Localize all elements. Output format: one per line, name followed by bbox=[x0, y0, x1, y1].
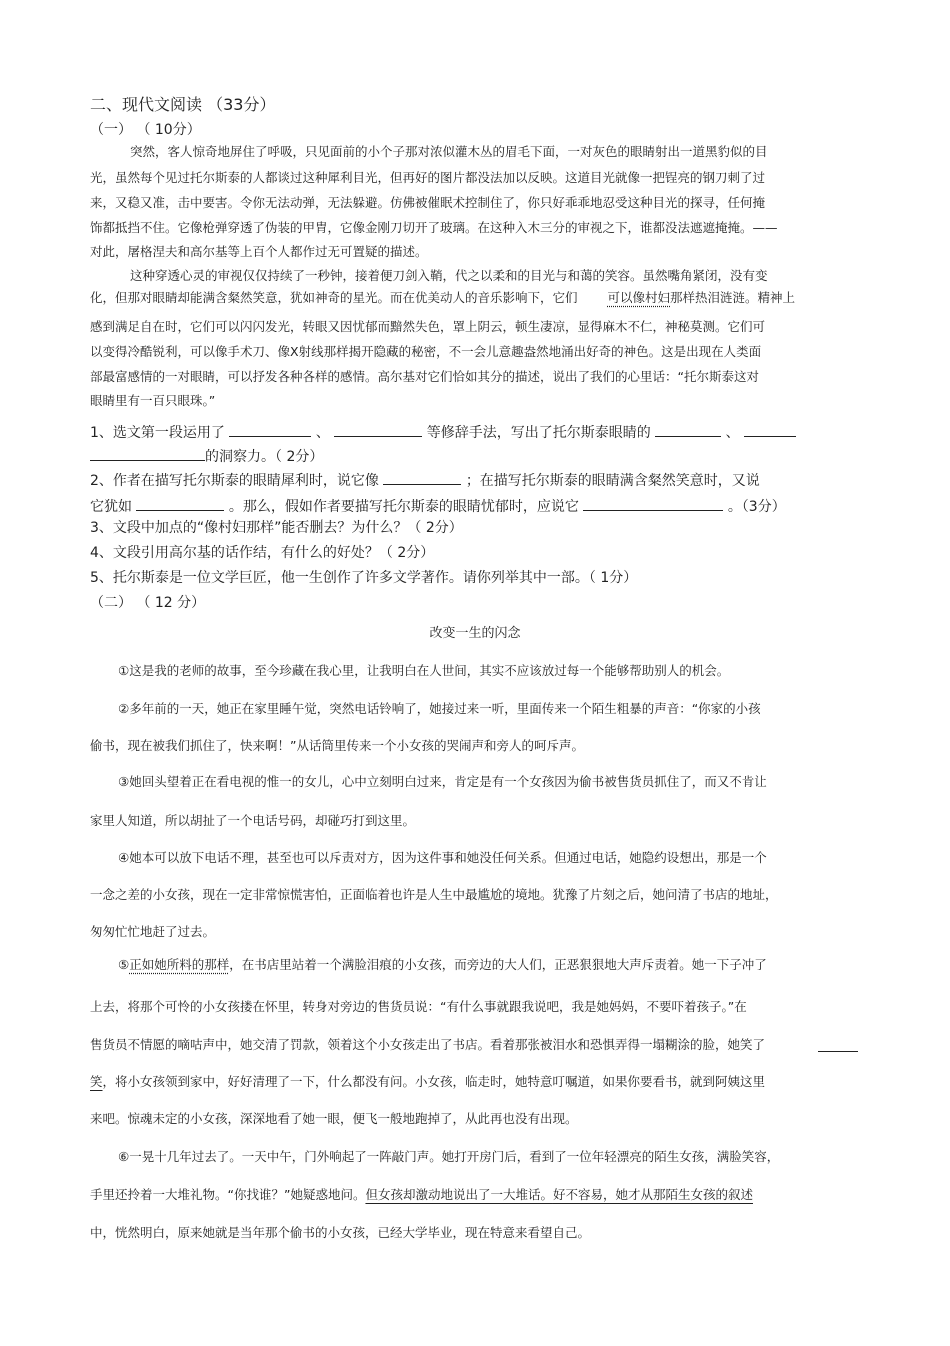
article-para-5-line-2: 上去，将那个可怜的小女孩搂在怀里，转身对旁边的售货员说：“有什么事就跟我说吧，我是她妈妈，不要吓着孩子。”在 bbox=[90, 999, 747, 1014]
q2-blank-3[interactable] bbox=[583, 496, 723, 511]
article-para-2-line-2: 偷书，现在被我们抓住了，快来啊！”从话筒里传来一个小女孩的哭闹声和旁人的呵斥声。 bbox=[90, 738, 584, 753]
q1-text-c: 等修辞手法，写出了托尔斯泰眼睛的 bbox=[426, 425, 651, 441]
article-para-6-line-2 bbox=[90, 1189, 753, 1202]
q2-blank-1[interactable] bbox=[383, 470, 461, 485]
p1-line-1: 突然，客人惊奇地屏住了呼吸，只见面前的小个子那对浓似灌木丛的眉毛下面，一对灰色的眼睛射出一道黑豹似的目 bbox=[130, 144, 768, 159]
article-title: 改变一生的闪念 bbox=[429, 626, 521, 641]
article-para-4-line-2: 一念之差的小女孩，现在一定非常惊慌害怕，正面临着也许是人生中最尴尬的境地。犹豫了片刻之后，她问清了书店的地址， bbox=[90, 887, 778, 902]
para-5-line-4-text: ，将小女孩领到家中，好好清理了一下，什么都没有问。小女孩，临走时，她特意叮嘱道，如果你要看书，就到阿姨这里 bbox=[102, 1074, 766, 1089]
article-para-3-line-2: 家里人知道，所以胡扯了一个电话号码，却碰巧打到这里。 bbox=[90, 813, 416, 828]
q2-blank-2[interactable] bbox=[136, 496, 224, 511]
article-para-6-line-1: ⑥一晃十几年过去了。一天中午，门外响起了一阵敲门声。她打开房门后，看到了一位年轻漂亮的陌生女孩，满脸笑容， bbox=[118, 1149, 780, 1164]
q1-text-e: 的洞察力。（ 2分） bbox=[205, 449, 324, 465]
q2-text-e: 。（3分） bbox=[727, 499, 786, 515]
p1-line-2: 光，虽然每个见过托尔斯泰的人都谈过这种犀利目光，但再好的图片都没法加以反映。这道目光就像一把锃亮的钢刀刺了过 bbox=[90, 170, 766, 185]
dotted-phrase-as-expected: 正如她所料的那样 bbox=[129, 957, 230, 972]
article-para-6-line-3: 中，恍然明白，原来她就是当年那个偷书的小女孩，已经大学毕业，现在特意来看望自己。 bbox=[90, 1225, 591, 1240]
section-title: 二、现代文阅读 （33分） bbox=[90, 95, 276, 114]
question-2-line-2 bbox=[90, 496, 786, 514]
q1-text-a: 1、选文第一段运用了 bbox=[90, 425, 225, 441]
article-para-3-line-1: ③她回头望着正在看电视的惟一的女儿，心中立刻明白过来，肯定是有一个女孩因为偷书被售货员抓住了，而又不肯让 bbox=[118, 774, 767, 789]
underlined-word-smile: 笑 bbox=[90, 1074, 103, 1089]
q1-text-b: 、 bbox=[315, 425, 330, 441]
question-1-line-2 bbox=[90, 446, 323, 464]
p2-line-2-tail: 那样热泪涟涟。精神上 bbox=[670, 290, 796, 305]
article-para-4-line-3: 匆匆忙忙地赶了过去。 bbox=[90, 924, 216, 939]
p2-line-3: 感到满足自在时，它们可以闪闪发光，转眼又因忧郁而黯然失色，罩上阴云，顿生凄凉，显得麻木不仁，神秘莫测。它们可 bbox=[90, 319, 766, 334]
q1-blank-4[interactable] bbox=[744, 422, 796, 437]
question-2-line-1 bbox=[90, 470, 760, 488]
p2-line-5: 部最富感情的一对眼睛，可以抒发各种各样的感情。高尔基对它们恰如其分的描述，说出了我们的心里话：“托尔斯泰这对 bbox=[90, 369, 759, 384]
question-1-line-1 bbox=[90, 422, 796, 440]
q2-text-a: 2、作者在描写托尔斯泰的眼睛犀利时，说它像 bbox=[90, 473, 379, 489]
q1-blank-2[interactable] bbox=[334, 422, 422, 437]
article-para-4-line-1: ④她本可以放下电话不理，甚至也可以斥责对方，因为这件事和她没任何关系。但通过电话，她隐约设想出，那是一个 bbox=[118, 850, 767, 865]
p1-line-3: 来，又稳又准，击中要害。令你无法动弹，无法躲避。仿佛被催眠术控制住了，你只好乖乖地忍受这种目光的探寻，任何掩 bbox=[90, 195, 766, 210]
para-5-number: ⑤ bbox=[118, 957, 130, 972]
para-5-text: ，在书店里站着一个满脸泪痕的小女孩，而旁边的大人们，正恶狠狠地大声斥责着。她一下子冲了 bbox=[229, 957, 767, 972]
q2-text-c: 它犹如 bbox=[90, 499, 132, 515]
article-para-5-line-3: 售货员不情愿的嘀咕声中，她交清了罚款，领着这个小女孩走出了书店。看着那张被泪水和恐惧弄得一塌糊涂的脸，她笑了 bbox=[90, 1037, 766, 1052]
p1-line-4: 饰都抵挡不住。它像枪弹穿透了伪装的甲胄，它像金刚刀切开了玻璃。在这种入木三分的审视之下，谁都没法遮遮掩掩。—— bbox=[90, 220, 778, 235]
question-3: 3、文段中加点的“像村妇那样”能否删去？为什么？（ 2分） bbox=[90, 520, 463, 536]
article-para-1: ①这是我的老师的故事，至今珍藏在我心里，让我明白在人世间，其实不应该放过每一个能够帮助别人的机会。 bbox=[118, 663, 730, 678]
question-4: 4、文段引用高尔基的话作结，有什么的好处？（ 2分） bbox=[90, 545, 435, 561]
article-para-5-line-4 bbox=[90, 1076, 765, 1089]
q1-blank-5[interactable] bbox=[90, 446, 205, 461]
article-para-2-line-1: ②多年前的一天，她正在家里睡午觉，突然电话铃响了，她接过来一听，里面传来一个陌生粗暴的声音：“你家的小孩 bbox=[118, 701, 761, 716]
underlined-sentence-girl-spoke: 但女孩却激动地说出了一大堆话。 bbox=[365, 1187, 553, 1202]
p2-line-2 bbox=[90, 292, 795, 305]
p2-line-1: 这种穿透心灵的审视仅仅持续了一秒钟，接着便刀剑入鞘，代之以柔和的目光与和蔼的笑容。虽然嘴角紧闭，没有变 bbox=[130, 268, 768, 283]
part1-heading: （一） （ 10分） bbox=[90, 122, 201, 138]
para-6-text-a: 手里还拎着一大堆礼物。“你找谁？”她疑惑地问。 bbox=[90, 1187, 366, 1202]
article-para-5-line-5: 来吧。惊魂未定的小女孩，深深地看了她一眼，便飞一般地跑掉了，从此再也没有出现。 bbox=[90, 1111, 578, 1126]
article-para-5-line-1 bbox=[118, 959, 767, 972]
q1-blank-1[interactable] bbox=[229, 422, 311, 437]
question-5: 5、托尔斯泰是一位文学巨匠，他一生创作了许多文学著作。请你列举其中一部。（ 1分） bbox=[90, 570, 638, 586]
p2-line-4: 以变得冷酷锐利，可以像手术刀、像X射线那样揭开隐藏的秘密，不一会儿意趣盎然地涌出好奇的神色。这是出现在人类面 bbox=[90, 344, 762, 359]
q1-blank-3[interactable] bbox=[655, 422, 721, 437]
p1-line-5: 对此，屠格涅夫和高尔基等上百个人都作过无可置疑的描述。 bbox=[90, 244, 428, 259]
q2-text-b: ；在描写托尔斯泰的眼睛满含粲然笑意时，又说 bbox=[465, 473, 760, 489]
q2-text-d: 。那么，假如作者要描写托尔斯泰的眼睛忧郁时，应说它 bbox=[228, 499, 579, 515]
part2-heading: （二） （ 12 分） bbox=[90, 595, 206, 611]
dotted-phrase-like-village-woman: 可以像村妇 bbox=[607, 290, 671, 305]
underlined-phrase-not-easy: 好不容易，她才从那陌生女孩的叙述 bbox=[552, 1187, 753, 1202]
p2-line-2-text: 化，但那对眼睛却能满含粲然笑意，犹如神奇的星光。而在优美动人的音乐影响下，它们 bbox=[90, 290, 578, 305]
answer-blank-smile[interactable] bbox=[818, 1037, 858, 1052]
q1-text-d: 、 bbox=[725, 425, 740, 441]
p2-line-6: 眼睛里有一百只眼珠。” bbox=[90, 393, 216, 408]
